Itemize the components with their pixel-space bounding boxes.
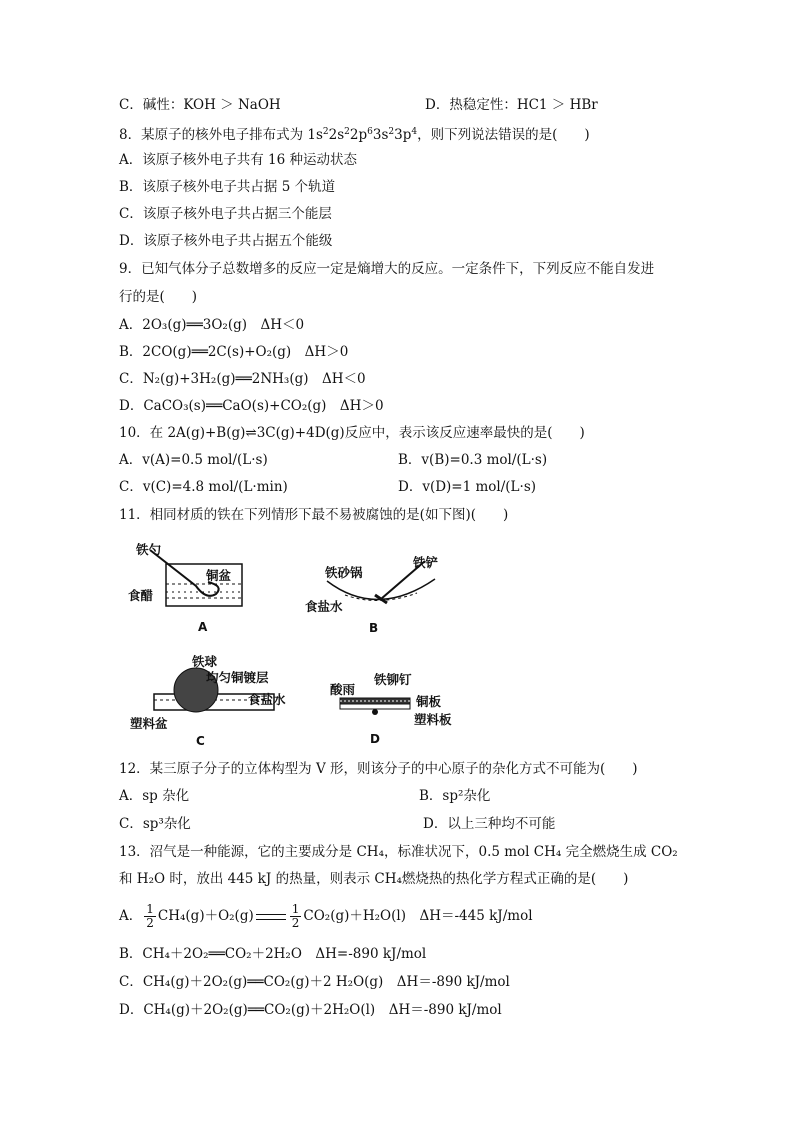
label-iron-rivet: 铁铆钉 — [374, 672, 412, 687]
q13-stem-line2: 和 H₂O 时，放出 445 kJ 的热量，则表示 CH₄燃烧热的热化学方程式正确的是( ) — [119, 871, 629, 887]
label-iron-wok: 铁砂锅 — [325, 565, 363, 580]
q8-orb-3s: 3s — [372, 127, 389, 143]
figure-c-iron-ball — [126, 650, 306, 748]
fraction-den: 2 — [146, 916, 154, 930]
q11-stem: 11．相同材质的铁在下列情形下最不易被腐蚀的是(如下图)( ) — [119, 507, 509, 523]
label-brine-c: 食盐水 — [248, 692, 286, 707]
q10-option-c: C．v(C)=4.8 mol/(L·min) — [119, 479, 288, 495]
q12-option-d: D．以上三种均不可能 — [423, 816, 556, 832]
label-vinegar: 食醋 — [128, 588, 154, 603]
q8-option-a: A．该原子核外电子共有 16 种运动状态 — [119, 152, 358, 168]
q12-option-c: C．sp³杂化 — [119, 816, 191, 832]
label-copper-coating: 均匀铜镀层 — [206, 670, 269, 685]
figure-a-vinegar-basin — [128, 536, 258, 636]
q13-option-a — [119, 898, 533, 934]
q13a-letter: A． — [119, 908, 143, 924]
q8-exp-5: 4 — [411, 127, 418, 137]
figure-d-rivet — [330, 668, 490, 748]
q12-option-a: A．sp 杂化 — [119, 788, 190, 804]
q12-stem: 12．某三原子分子的立体构型为 V 形，则该分子的中心原子的杂化方式不可能为( ) — [119, 761, 638, 777]
label-plastic-basin: 塑料盆 — [130, 716, 168, 731]
q8-exp-2: 2 — [344, 127, 350, 137]
q8-stem-suffix: ，则下列说法错误的是( ) — [417, 127, 590, 143]
q13a-reactants: CH₄(g)＋O₂(g) — [157, 908, 254, 924]
q13a-products: CO₂(g)＋H₂O(l) ΔH＝-445 kJ/mol — [303, 908, 533, 924]
q9-option-a: A．2O₃(g)══3O₂(g) ΔH＜0 — [119, 317, 305, 333]
q9-option-b: B．2CO(g)══2C(s)+O₂(g) ΔH＞0 — [119, 344, 349, 360]
fraction-num: 1 — [146, 902, 154, 916]
label-iron-spoon: 铁勺 — [136, 542, 162, 557]
q12-option-b: B．sp²杂化 — [419, 788, 491, 804]
q13-option-d: D．CH₄(g)＋2O₂(g)══CO₂(g)＋2H₂O(l) ΔH＝-890 kJ/mol — [119, 1002, 502, 1018]
q7-option-d: D．热稳定性：HC1 ＞ HBr — [425, 97, 598, 113]
q8-orb-2s: 2s — [328, 127, 345, 143]
caption-d: D — [370, 732, 380, 746]
q8-option-c: C．该原子核外电子共占据三个能层 — [119, 206, 332, 222]
label-copper-basin: 铜盆 — [206, 568, 232, 583]
q8-stem — [119, 123, 590, 144]
q8-option-d: D．该原子核外电子共占据五个能级 — [119, 233, 333, 249]
q9-option-c: C．N₂(g)+3H₂(g)══2NH₃(g) ΔH＜0 — [119, 371, 366, 387]
q8-orb-2p: 2p — [349, 127, 368, 143]
fraction-one-half-2 — [290, 903, 302, 930]
q13-option-c: C．CH₄(g)＋2O₂(g)══CO₂(g)＋2 H₂O(g) ΔH＝-890 kJ/mol — [119, 974, 510, 990]
q13-option-b: B．CH₄＋2O₂══CO₂＋2H₂O ΔH=-890 kJ/mol — [119, 946, 427, 962]
q10-option-b: B．v(B)=0.3 mol/(L·s) — [398, 452, 548, 468]
caption-c: C — [196, 734, 205, 748]
fraction-one-half-1 — [144, 903, 156, 930]
q10-option-d: D．v(D)=1 mol/(L·s) — [398, 479, 537, 495]
caption-a: A — [198, 620, 208, 634]
fraction-num: 1 — [291, 902, 300, 916]
q8-exp-3: 6 — [367, 127, 373, 137]
label-copper-plate: 铜板 — [416, 694, 442, 709]
q8-exp-4: 2 — [388, 127, 395, 137]
q8-option-b: B．该原子核外电子共占据 5 个轨道 — [119, 179, 336, 195]
q7-option-c: C．碱性：KOH ＞ NaOH — [119, 97, 281, 113]
q9-stem-line2: 行的是( ) — [119, 289, 198, 305]
q10-option-a: A．v(A)=0.5 mol/(L·s) — [119, 452, 268, 468]
equal-sign-icon — [256, 914, 286, 920]
q8-orb-3p: 3p — [394, 127, 412, 143]
q13-stem-line1: 13．沼气是一种能源，它的主要成分是 CH₄，标准状况下，0.5 mol CH₄ 完全燃烧生成 CO₂ — [119, 844, 678, 860]
q8-exp-1: 2 — [322, 127, 329, 137]
caption-b: B — [369, 621, 379, 635]
label-iron-ball: 铁球 — [192, 654, 218, 669]
q10-stem: 10．在 2A(g)+B(g)⇌3C(g)+4D(g)反应中，表示该反应速率最快的是( ) — [119, 425, 585, 441]
q9-stem-line1: 9．已知气体分子总数增多的反应一定是熵增大的反应。一定条件下，下列反应不能自发进 — [119, 261, 655, 277]
fraction-den: 2 — [291, 916, 300, 930]
q8-stem-prefix: 8．某原子的核外电子排布式为 1s — [119, 127, 323, 143]
label-acid-rain: 酸雨 — [330, 682, 356, 697]
q9-option-d: D．CaCO₃(s)══CaO(s)+CO₂(g) ΔH＞0 — [119, 398, 384, 414]
label-plastic-plate: 塑料板 — [414, 712, 452, 727]
label-iron-spatula: 铁铲 — [413, 555, 439, 570]
label-brine-b: 食盐水 — [305, 599, 343, 614]
figure-b-iron-wok — [305, 553, 445, 637]
